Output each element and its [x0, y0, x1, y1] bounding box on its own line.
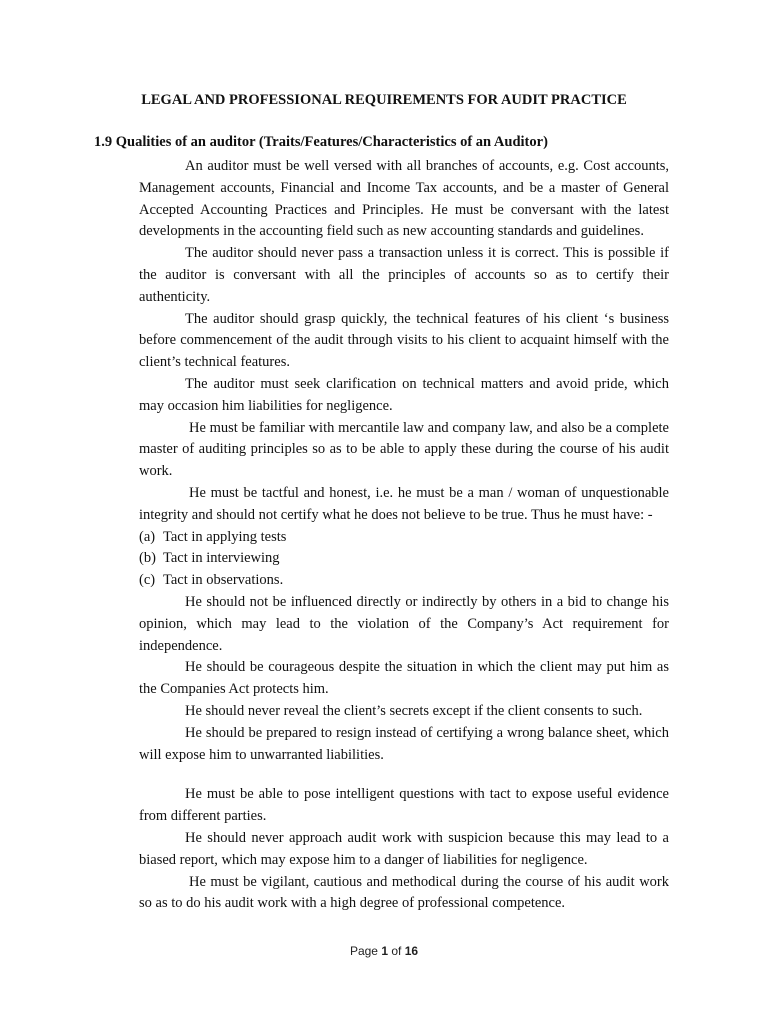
document-body: [139, 156, 669, 915]
paragraph: The auditor should never pass a transaction unless it is correct. This is possible if the auditor is conversant with all the principles of accounts so as to certify their authenticity.: [139, 245, 669, 305]
paragraph: The auditor must seek clarification on technical matters and avoid pride, which may occasion him liabilities for negligence.: [139, 375, 669, 414]
list-item: [139, 527, 669, 549]
paragraph: He should never reveal the client’s secrets except if the client consents to such.: [185, 702, 643, 719]
document-heading: LEGAL AND PROFESSIONAL REQUIREMENTS FOR AUDIT PRACTICE: [141, 92, 627, 108]
list-marker: (b): [139, 550, 156, 567]
paragraph: He must be vigilant, cautious and methodical during the course of his audit work so as to do his audit work with a high degree of professional competence.: [139, 873, 669, 912]
paragraph: The auditor should grasp quickly, the technical features of his client ‘s business before commencement of the audit through visits to his client to acquaint himself with the client’s technical features.: [139, 310, 669, 371]
list-item-text: Tact in applying tests: [163, 528, 287, 545]
list-marker: (a): [139, 528, 156, 545]
tact-list: [139, 527, 669, 592]
paragraph: He must be familiar with mercantile law and company law, and also be a complete master of auditing principles so as to be able to apply these during the course of his audit work.: [139, 419, 669, 480]
paragraph: He should be courageous despite the situation in which the client may put him as the Companies Act protects him.: [139, 659, 669, 698]
list-item-text: Tact in interviewing: [163, 550, 280, 567]
total-pages-number: 16: [404, 944, 419, 958]
page-word: Page: [349, 944, 378, 958]
list-item: [139, 570, 669, 592]
current-page-number: 1: [381, 944, 388, 958]
paragraph: He should be prepared to resign instead of certifying a wrong balance sheet, which will expose him to unwarranted liabilities.: [139, 724, 669, 763]
paragraph: An auditor must be well versed with all branches of accounts, e.g. Cost accounts, Management accounts, Financial and Income Tax accounts, and be a master of General Accepted Accounting Practices and Principles. He must be conversant with the latest developments in the accounting field such as new accounting standards and guidelines.: [139, 158, 669, 240]
list-item-text: Tact in observations.: [163, 572, 284, 589]
page-footer: [0, 944, 768, 958]
paragraph: He should never approach audit work with suspicion because this may lead to a biased report, which may expose him to a danger of liabilities for negligence.: [139, 829, 669, 868]
section-title: 1.9 Qualities of an auditor (Traits/Features/Characteristics of an Auditor): [94, 134, 548, 150]
list-marker: (c): [139, 572, 156, 589]
paragraph: He must be able to pose intelligent questions with tact to expose useful evidence from different parties.: [139, 786, 669, 825]
paragraph: He must be tactful and honest, i.e. he must be a man / woman of unquestionable integrity and should not certify what he does not believe to be true. Thus he must have: -: [139, 484, 669, 523]
of-word: of: [391, 944, 402, 958]
paragraph: He should not be influenced directly or indirectly by others in a bid to change his opinion, which may lead to the violation of the Company’s Act requirement for independence.: [139, 593, 669, 654]
list-item: [139, 548, 669, 570]
